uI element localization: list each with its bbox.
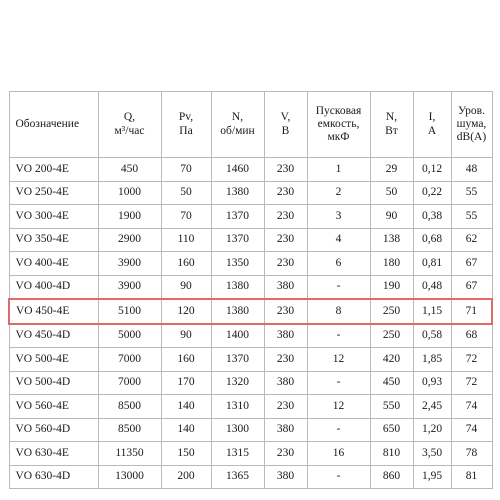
cell-current: 0,81 [413, 252, 451, 276]
table-row [9, 205, 492, 229]
cell-capacitor: 3 [307, 205, 370, 229]
table-header-row [9, 92, 492, 158]
cell-designation: VO 250-4E [9, 181, 98, 205]
cell-voltage: 230 [264, 442, 307, 466]
cell-voltage: 230 [264, 228, 307, 252]
cell-rpm: 1350 [211, 252, 264, 276]
cell-power: 650 [370, 418, 413, 442]
cell-noise: 81 [451, 465, 492, 489]
cell-power: 420 [370, 348, 413, 372]
cell-capacitor: - [307, 371, 370, 395]
cell-designation: VO 350-4E [9, 228, 98, 252]
cell-capacitor: - [307, 465, 370, 489]
cell-rpm: 1380 [211, 299, 264, 324]
cell-designation: VO 400-4E [9, 252, 98, 276]
cell-pressure: 110 [161, 228, 211, 252]
cell-power: 250 [370, 324, 413, 348]
cell-airflow: 7000 [98, 371, 161, 395]
table-row [9, 348, 492, 372]
cell-rpm: 1320 [211, 371, 264, 395]
cell-power: 138 [370, 228, 413, 252]
cell-noise: 72 [451, 348, 492, 372]
cell-pressure: 70 [161, 205, 211, 229]
cell-designation: VO 560-4E [9, 395, 98, 419]
cell-rpm: 1370 [211, 205, 264, 229]
cell-voltage: 380 [264, 275, 307, 299]
table-row [9, 275, 492, 299]
header-airflow: Q, м³/час [98, 92, 161, 158]
cell-rpm: 1310 [211, 395, 264, 419]
cell-designation: VO 450-4E [9, 299, 98, 324]
cell-designation: VO 630-4E [9, 442, 98, 466]
cell-designation: VO 630-4D [9, 465, 98, 489]
cell-pressure: 120 [161, 299, 211, 324]
cell-airflow: 8500 [98, 395, 161, 419]
table-row [9, 252, 492, 276]
cell-designation: VO 450-4D [9, 324, 98, 348]
cell-current: 0,68 [413, 228, 451, 252]
cell-voltage: 380 [264, 418, 307, 442]
cell-voltage: 380 [264, 324, 307, 348]
cell-designation: VO 500-4E [9, 348, 98, 372]
cell-current: 0,48 [413, 275, 451, 299]
cell-pressure: 150 [161, 442, 211, 466]
cell-pressure: 90 [161, 275, 211, 299]
cell-capacitor: 6 [307, 252, 370, 276]
cell-pressure: 140 [161, 395, 211, 419]
cell-designation: VO 300-4E [9, 205, 98, 229]
cell-pressure: 200 [161, 465, 211, 489]
table-row [9, 465, 492, 489]
cell-rpm: 1300 [211, 418, 264, 442]
header-voltage: V, В [264, 92, 307, 158]
cell-rpm: 1365 [211, 465, 264, 489]
cell-voltage: 230 [264, 395, 307, 419]
cell-rpm: 1380 [211, 181, 264, 205]
cell-noise: 67 [451, 275, 492, 299]
cell-noise: 71 [451, 299, 492, 324]
cell-pressure: 170 [161, 371, 211, 395]
cell-current: 1,20 [413, 418, 451, 442]
table-row [9, 181, 492, 205]
table-row [9, 442, 492, 466]
cell-noise: 62 [451, 228, 492, 252]
header-capacitor: Пусковая емкость, мкФ [307, 92, 370, 158]
cell-current: 0,93 [413, 371, 451, 395]
cell-rpm: 1370 [211, 348, 264, 372]
cell-airflow: 5100 [98, 299, 161, 324]
cell-current: 0,22 [413, 181, 451, 205]
cell-capacitor: 4 [307, 228, 370, 252]
cell-capacitor: 12 [307, 348, 370, 372]
cell-power: 250 [370, 299, 413, 324]
cell-rpm: 1315 [211, 442, 264, 466]
cell-capacitor: 1 [307, 158, 370, 182]
cell-power: 860 [370, 465, 413, 489]
header-noise: Уров. шума, dB(A) [451, 92, 492, 158]
cell-current: 0,58 [413, 324, 451, 348]
cell-voltage: 230 [264, 158, 307, 182]
cell-current: 1,95 [413, 465, 451, 489]
cell-designation: VO 500-4D [9, 371, 98, 395]
cell-airflow: 450 [98, 158, 161, 182]
cell-power: 180 [370, 252, 413, 276]
cell-voltage: 230 [264, 252, 307, 276]
cell-power: 90 [370, 205, 413, 229]
cell-voltage: 380 [264, 465, 307, 489]
cell-current: 1,15 [413, 299, 451, 324]
header-pressure: Pv, Па [161, 92, 211, 158]
cell-power: 50 [370, 181, 413, 205]
table-row-highlighted [9, 299, 492, 324]
cell-designation: VO 400-4D [9, 275, 98, 299]
header-current: I, A [413, 92, 451, 158]
cell-rpm: 1380 [211, 275, 264, 299]
cell-capacitor: 16 [307, 442, 370, 466]
cell-pressure: 160 [161, 348, 211, 372]
cell-capacitor: 2 [307, 181, 370, 205]
cell-airflow: 3900 [98, 275, 161, 299]
cell-capacitor: 8 [307, 299, 370, 324]
cell-power: 190 [370, 275, 413, 299]
cell-pressure: 50 [161, 181, 211, 205]
cell-power: 29 [370, 158, 413, 182]
cell-power: 450 [370, 371, 413, 395]
table-row [9, 324, 492, 348]
cell-noise: 68 [451, 324, 492, 348]
cell-current: 2,45 [413, 395, 451, 419]
cell-rpm: 1370 [211, 228, 264, 252]
cell-capacitor: 12 [307, 395, 370, 419]
cell-airflow: 1000 [98, 181, 161, 205]
cell-noise: 67 [451, 252, 492, 276]
cell-power: 550 [370, 395, 413, 419]
table-row [9, 228, 492, 252]
fan-spec-table [8, 91, 493, 489]
cell-airflow: 5000 [98, 324, 161, 348]
cell-rpm: 1460 [211, 158, 264, 182]
cell-airflow: 13000 [98, 465, 161, 489]
cell-voltage: 230 [264, 205, 307, 229]
cell-current: 0,12 [413, 158, 451, 182]
cell-power: 810 [370, 442, 413, 466]
cell-noise: 48 [451, 158, 492, 182]
cell-noise: 74 [451, 395, 492, 419]
cell-noise: 55 [451, 205, 492, 229]
cell-noise: 72 [451, 371, 492, 395]
cell-pressure: 140 [161, 418, 211, 442]
cell-airflow: 8500 [98, 418, 161, 442]
cell-current: 1,85 [413, 348, 451, 372]
cell-pressure: 90 [161, 324, 211, 348]
cell-rpm: 1400 [211, 324, 264, 348]
cell-designation: VO 200-4E [9, 158, 98, 182]
cell-noise: 78 [451, 442, 492, 466]
table-row [9, 418, 492, 442]
cell-pressure: 70 [161, 158, 211, 182]
header-power: N, Вт [370, 92, 413, 158]
cell-designation: VO 560-4D [9, 418, 98, 442]
cell-airflow: 11350 [98, 442, 161, 466]
cell-airflow: 2900 [98, 228, 161, 252]
cell-voltage: 230 [264, 348, 307, 372]
table-row [9, 158, 492, 182]
cell-capacitor: - [307, 418, 370, 442]
cell-noise: 74 [451, 418, 492, 442]
cell-voltage: 230 [264, 299, 307, 324]
cell-voltage: 230 [264, 181, 307, 205]
header-rpm: N, об/мин [211, 92, 264, 158]
cell-airflow: 3900 [98, 252, 161, 276]
table-row [9, 395, 492, 419]
cell-current: 3,50 [413, 442, 451, 466]
cell-current: 0,38 [413, 205, 451, 229]
table-row [9, 371, 492, 395]
cell-voltage: 380 [264, 371, 307, 395]
cell-capacitor: - [307, 275, 370, 299]
cell-airflow: 7000 [98, 348, 161, 372]
header-designation: Обозначение [9, 92, 98, 158]
cell-pressure: 160 [161, 252, 211, 276]
cell-airflow: 1900 [98, 205, 161, 229]
cell-capacitor: - [307, 324, 370, 348]
cell-noise: 55 [451, 181, 492, 205]
table-body [9, 158, 492, 489]
